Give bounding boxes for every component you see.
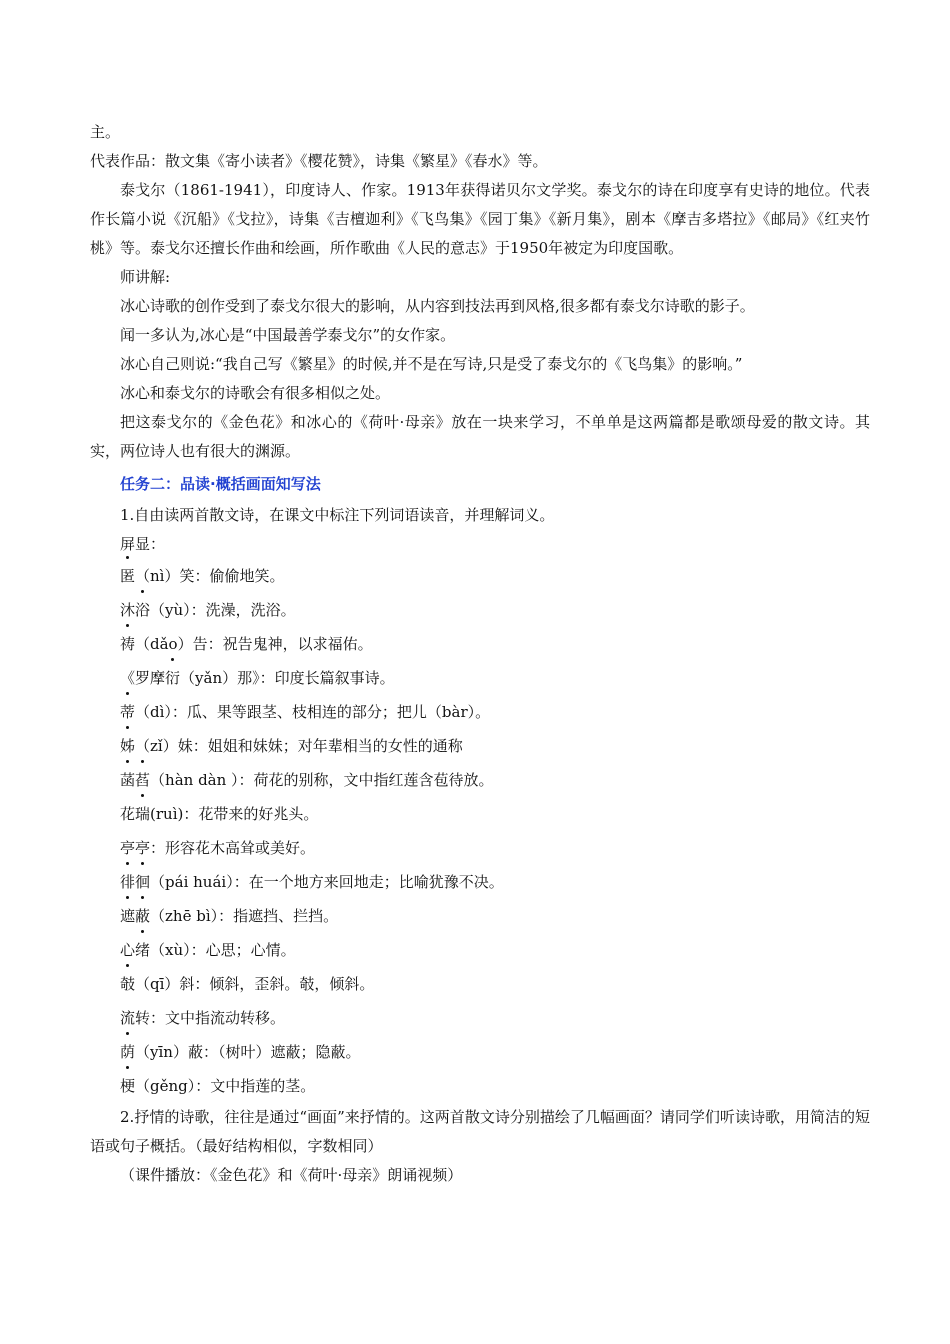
vocab-item <box>90 661 870 695</box>
vocab-gloss: （xù）：心思；心情。 <box>150 941 296 959</box>
vocab-term: 遮蔽 <box>120 907 150 925</box>
vocab-gloss: （yīn）蔽：（树叶）遮蔽；隐蔽。 <box>135 1043 361 1061</box>
vocab-text: 沐 <box>120 601 136 619</box>
vocab-item <box>90 933 870 967</box>
vocab-item <box>90 1035 870 1069</box>
vocab-item <box>90 627 870 661</box>
vocab-term: 梗 <box>120 1077 135 1095</box>
vocab-term: 浴 <box>135 601 150 619</box>
task2-heading: 任务二：品读·概括画面知写法 <box>120 475 321 493</box>
lecture-p3: 冰心自己则说:“我自己写《繁星》的时候,并不是在写诗,只是受了泰戈尔的《飞鸟集》的影响。” <box>120 355 743 373</box>
vocab-text: 《罗摩 <box>120 669 166 687</box>
vocab-gloss: （zhē bì）：指遮挡、拦挡。 <box>150 907 339 925</box>
lecture-p1: 冰心诗歌的创作受到了泰戈尔很大的影响，从内容到技法再到风格,很多都有泰戈尔诗歌的影子。 <box>120 297 755 315</box>
document-page <box>90 118 870 1190</box>
vocab-item <box>90 729 870 763</box>
vocab-gloss: （nì）笑：偷偷地笑。 <box>135 567 285 585</box>
vocab-term: 衍 <box>165 669 180 687</box>
vocab-term: 瑞 <box>135 805 150 823</box>
lecture-p4: 冰心和泰戈尔的诗歌会有很多相似之处。 <box>120 384 391 402</box>
vocab-term: 荫 <box>120 1043 135 1061</box>
vocab-gloss: （zǐ）妹：姐姐和妹妹；对年辈相当的女性的通称 <box>135 737 463 755</box>
vocab-term: 攲 <box>120 975 135 993</box>
lecture-p5: 把这泰戈尔的《金色花》和冰心的《荷叶·母亲》放在一块来学习，不单单是这两篇都是歌颂母爱的散文诗。其实，两位诗人也有很大的渊源。 <box>90 413 870 460</box>
vocab-gloss: （dǎo）告：祝告鬼神，以求福佑。 <box>135 635 373 653</box>
vocab-item <box>90 559 870 593</box>
vocab-text: 亭亭：形容花木高耸或美好。 <box>120 839 316 857</box>
vocab-term: 匿 <box>120 567 135 585</box>
intro-fragment: 主。 <box>90 123 121 141</box>
lecture-p2: 闻一多认为,冰心是“中国最善学泰戈尔”的女作家。 <box>120 326 456 344</box>
vocab-term: 姊 <box>120 737 135 755</box>
vocab-gloss: （dì）：瓜、果等跟茎、枝相连的部分；把儿（bàr）。 <box>135 703 491 721</box>
playback-note: （课件播放：《金色花》和《荷叶·母亲》朗诵视频） <box>120 1166 463 1184</box>
representative-works: 代表作品：散文集《寄小读者》《樱花赞》，诗集《繁星》《春水》等。 <box>90 152 548 170</box>
vocab-gloss: （yù）：洗澡，洗浴。 <box>150 601 296 619</box>
vocab-item <box>90 593 870 627</box>
vocab-item <box>90 967 870 1001</box>
vocab-item <box>90 831 870 865</box>
vocab-gloss: （qī）斜：倾斜，歪斜。攲，倾斜。 <box>135 975 375 993</box>
tagore-bio: 泰戈尔（1861-1941），印度诗人、作家。1913年获得诺贝尔文学奖。泰戈尔的诗在印度享有史诗的地位。代表作长篇小说《沉船》《戈拉》，诗集《吉檀迦利》《飞鸟集》《园丁集》《新月集》，剧本《摩吉多塔拉》《邮局》《红夹竹桃》等。泰戈尔还擅长作曲和绘画，所作歌曲《人民的意志》于1950年被定为印度国歌。 <box>90 181 870 257</box>
vocab-item <box>90 899 870 933</box>
question-1: 1.自由读两首散文诗，在课文中标注下列词语读音，并理解词义。 <box>120 506 555 524</box>
vocab-term: 绪 <box>135 941 150 959</box>
vocab-list <box>90 559 870 1103</box>
vocab-item <box>90 763 870 797</box>
vocab-item <box>90 865 870 899</box>
lecture-label: 师讲解: <box>120 268 171 286</box>
vocab-gloss: （gěng）：文中指莲的茎。 <box>135 1077 316 1095</box>
vocab-item <box>90 1069 870 1103</box>
vocab-gloss: (ruì)：花带来的好兆头。 <box>150 805 319 823</box>
question-2: 2.抒情的诗歌，往往是通过“画面”来抒情的。这两首散文诗分别描绘了几幅画面？请同学们听读诗歌，用简洁的短语或句子概括。（最好结构相似，字数相同） <box>90 1108 870 1155</box>
vocab-term: 蒂 <box>120 703 135 721</box>
vocab-term: 徘徊 <box>120 873 150 891</box>
vocab-gloss: （hàn dàn ）：荷花的别称，文中指红莲含苞待放。 <box>150 771 494 789</box>
vocab-item <box>90 695 870 729</box>
screen-label: 屏显： <box>120 535 166 553</box>
vocab-gloss: （pái huái）：在一个地方来回地走；比喻犹豫不决。 <box>150 873 504 891</box>
vocab-text: 流转：文中指流动转移。 <box>120 1009 286 1027</box>
vocab-gloss: （yǎn）那》：印度长篇叙事诗。 <box>180 669 395 687</box>
vocab-item <box>90 797 870 831</box>
vocab-item <box>90 1001 870 1035</box>
vocab-text: 心 <box>120 941 136 959</box>
vocab-text: 花 <box>120 805 136 823</box>
vocab-term: 菡萏 <box>120 771 150 789</box>
vocab-term: 祷 <box>120 635 135 653</box>
